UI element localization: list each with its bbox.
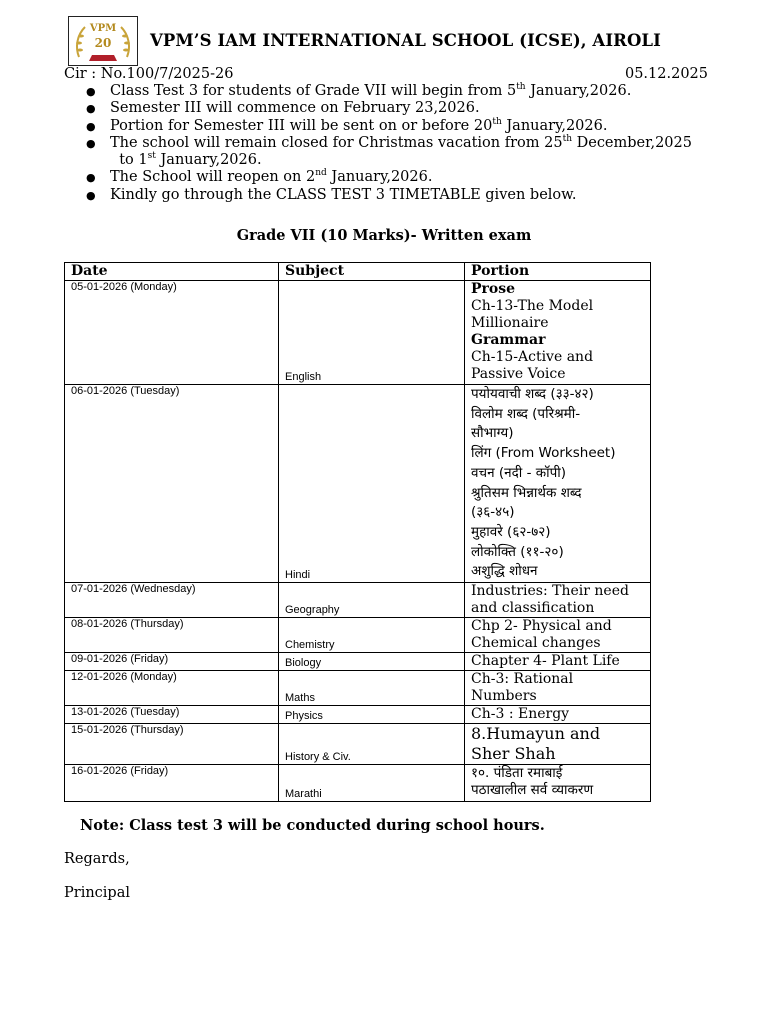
table-row [65, 385, 651, 583]
portion-line: Ch-3 : Energy [471, 706, 570, 723]
circular-info [64, 66, 708, 82]
portion-line: Chemical changes [471, 635, 601, 652]
signature: Principal [64, 885, 130, 901]
cell-date: 09-01-2026 (Friday) [65, 653, 279, 671]
cell-date: 15-01-2026 (Thursday) [65, 724, 279, 765]
cell-portion [465, 385, 651, 583]
portion-line: पयोयवाची शब्द (३३-४२) [471, 386, 594, 402]
portion-line: १०. पंडिता रमाबाई [471, 765, 563, 782]
table-row [65, 653, 651, 671]
cell-portion [465, 583, 651, 618]
portion-line: विलोम शब्द (परिश्रमी- [471, 405, 581, 422]
circular-date: 05.12.2025 [624, 66, 708, 82]
portion-line: वचन (नदी - कॉपी) [471, 464, 567, 481]
cell-date: 12-01-2026 (Monday) [65, 671, 279, 706]
cell-portion [465, 671, 651, 706]
cell-portion [465, 765, 651, 802]
portion-line: पठाखालील सर्व व्याकरण [471, 781, 594, 798]
portion-line: मुहावरे (६२-७२) [471, 523, 551, 540]
portion-line: Ch-3: Rational [471, 671, 574, 688]
cell-subject: Hindi [279, 385, 465, 583]
portion-line: (३६-४५) [471, 504, 515, 521]
cell-date: 06-01-2026 (Tuesday) [65, 385, 279, 583]
table-row [65, 583, 651, 618]
portion-line: Ch-13-The Model [471, 298, 594, 314]
portion-line: Industries: Their need [471, 583, 629, 600]
table-header-row [65, 263, 651, 281]
notice-item: ● Kindly go through the CLASS TEST 3 TIMETABLE given below. [86, 187, 716, 204]
cell-subject: History & Civ. [279, 724, 465, 765]
portion-line: Chapter 4- Plant Life [471, 653, 620, 670]
notice-item: ● Portion for Semester III will be sent on or before 20th January,2026. [86, 118, 716, 135]
cell-subject: Physics [279, 706, 465, 724]
table-row [65, 765, 651, 802]
cell-date: 05-01-2026 (Monday) [65, 281, 279, 385]
portion-line: and classification [471, 600, 595, 617]
cell-subject: Chemistry [279, 618, 465, 653]
cell-subject: Biology [279, 653, 465, 671]
table-row [65, 724, 651, 765]
logo-text-middle: 20 [94, 36, 112, 50]
table-row [65, 706, 651, 724]
table-row [65, 281, 651, 385]
portion-line: Chp 2- Physical and [471, 618, 612, 635]
portion-line: Ch-15-Active and [471, 349, 594, 365]
cell-date: 16-01-2026 (Friday) [65, 765, 279, 802]
regards: Regards, [64, 851, 130, 867]
portion-line: श्रुतिसम भिन्नार्थक शब्द [471, 484, 582, 501]
portion-line: Passive Voice [471, 366, 566, 382]
portion-line: अशुद्धि शोधन [471, 563, 538, 580]
cell-subject: Geography [279, 583, 465, 618]
notice-list [86, 83, 716, 204]
notice-item: ● Semester III will commence on February 23,2026. [86, 100, 716, 117]
portion-line: Numbers [471, 688, 537, 705]
notice-item: ● Class Test 3 for students of Grade VII will begin from 5th January,2026. [86, 83, 716, 100]
cell-portion [465, 653, 651, 671]
portion-line: Millionaire [471, 315, 549, 331]
column-header-portion: Portion [465, 263, 651, 281]
cell-portion [465, 706, 651, 724]
notice-item: ● The school will remain closed for Christmas vacation from 25th December,2025 to 1st January,2026. [86, 135, 716, 170]
table-row [65, 618, 651, 653]
column-header-subject: Subject [279, 263, 465, 281]
cell-portion [465, 724, 651, 765]
notice-item: ● The School will reopen on 2nd January,2026. [86, 169, 716, 186]
logo-text-top: VPM [89, 23, 117, 34]
school-name: VPM’S IAM INTERNATIONAL SCHOOL (ICSE), AIROLI [150, 31, 661, 50]
column-header-date: Date [65, 263, 279, 281]
portion-line: Prose [471, 281, 516, 297]
cell-subject: Maths [279, 671, 465, 706]
portion-line: लोकोक्ति (११-२०) [471, 543, 564, 560]
portion-line: Sher Shah [471, 743, 556, 763]
portion-line: Grammar [471, 332, 546, 348]
cell-portion [465, 618, 651, 653]
circular-number: Cir : No.100/7/2025-26 [64, 66, 234, 82]
cell-subject: Marathi [279, 765, 465, 802]
table-row [65, 671, 651, 706]
timetable [64, 262, 651, 802]
portion-line: सौभाग्य) [471, 425, 514, 442]
portion-line: लिंग (From Worksheet) [471, 445, 616, 462]
cell-date: 13-01-2026 (Tuesday) [65, 706, 279, 724]
note: Note: Class test 3 will be conducted during school hours. [80, 817, 545, 834]
school-logo [68, 16, 138, 66]
cell-date: 08-01-2026 (Thursday) [65, 618, 279, 653]
portion-line: 8.Humayun and [471, 724, 601, 744]
cell-portion [465, 281, 651, 385]
cell-date: 07-01-2026 (Wednesday) [65, 583, 279, 618]
cell-subject: English [279, 281, 465, 385]
timetable-heading: Grade VII (10 Marks)- Written exam [236, 227, 532, 244]
